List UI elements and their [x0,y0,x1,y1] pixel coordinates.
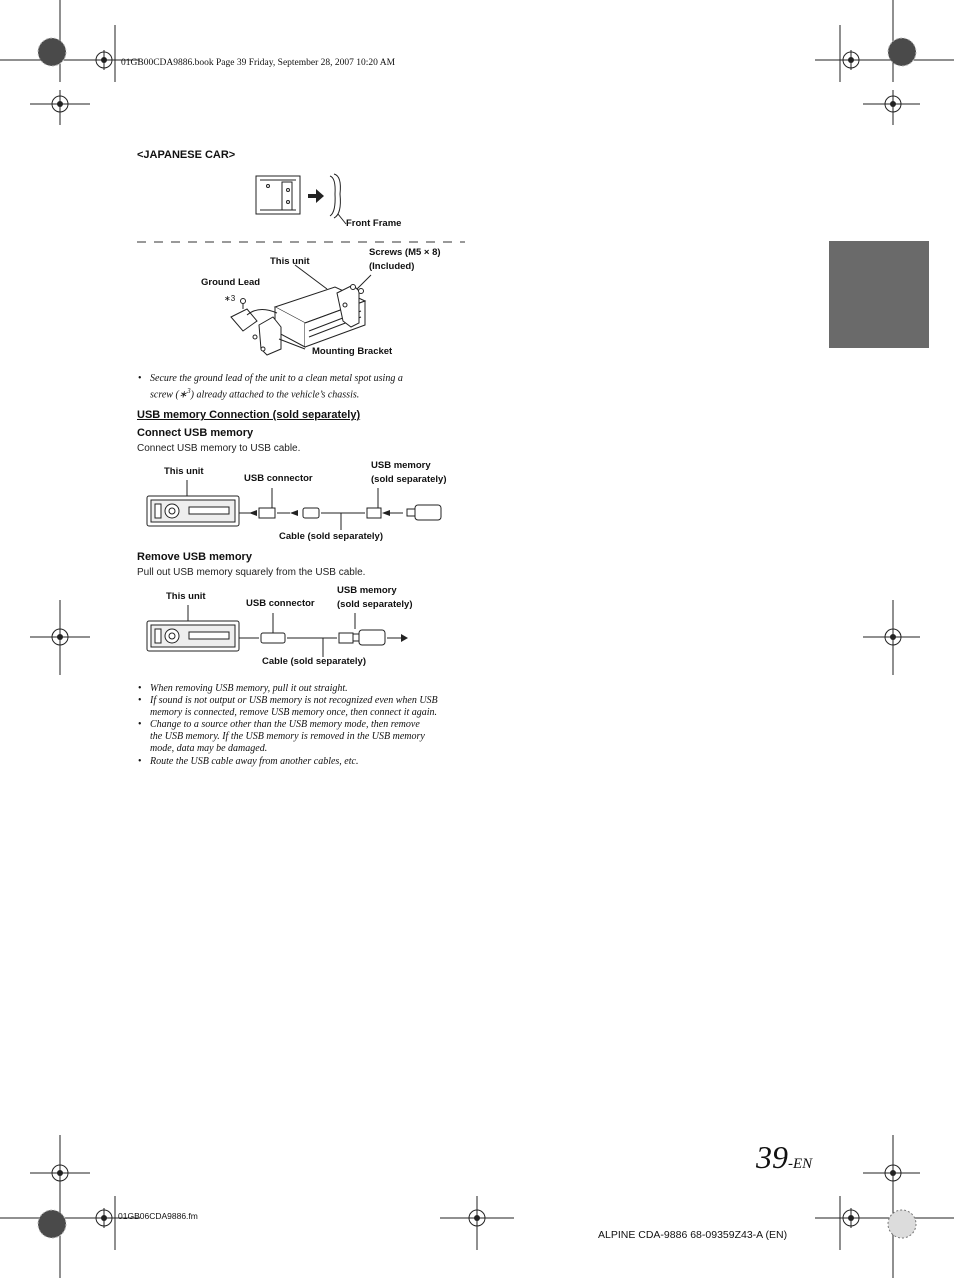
footer-model-code: ALPINE CDA-9886 68-09359Z43-A (EN) [598,1229,788,1241]
note-bullet: • [138,719,142,730]
remove-cable-label: Cable (sold separately) [262,656,367,667]
page-number-suffix: -EN [788,1156,813,1172]
usb-section-title: USB memory Connection (sold separately) [137,409,361,421]
remove-sold-separately-label: (sold separately) [337,599,413,610]
usb-note-1-line1: When removing USB memory, pull it out straight. [150,683,348,694]
remove-usb-memory-label: USB memory [337,585,397,596]
file-info-header: 01GB00CDA9886.book Page 39 Friday, September 28, 2007 10:20 AM [121,58,396,68]
connect-usb-text: Connect USB memory to USB cable. [137,443,301,454]
remove-usb-heading: Remove USB memory [137,551,252,563]
mounting-bracket-label: Mounting Bracket [312,346,393,357]
remove-usb-connector-label: USB connector [246,598,315,609]
ground-lead-note-line1: Secure the ground lead of the unit to a clean metal spot using a [150,373,403,384]
note-bullet: • [138,695,142,706]
connect-usb-connector-label: USB connector [244,473,313,484]
connect-usb-memory-label: USB memory [371,460,431,471]
this-unit-label-mount: This unit [270,256,310,267]
usb-note-3-line1: Change to a source other than the USB memory mode, then remove [150,719,420,730]
remove-usb-text: Pull out USB memory squarely from the USB cable. [137,567,366,578]
section-thumb-tab [829,241,929,348]
dashed-separator [137,240,467,244]
note-bullet: • [138,683,142,694]
usb-note-3-line2: the USB memory. If the USB memory is removed in the USB memory [150,731,425,742]
ground-lead-note-line2: screw (∗$^3$) already attached to the vehicle’s chassis. [150,387,360,401]
usb-note-3-line3: mode, data may be damaged. [150,743,268,754]
page-number: 39-EN [756,1139,813,1175]
front-frame-illustration [250,170,360,230]
remove-this-unit-label: This unit [166,591,206,602]
note-bullet: • [138,756,142,767]
usb-note-2-line2: memory is connected, remove USB memory once, then connect it again. [150,707,438,718]
screws-included-label: (Included) [369,261,415,272]
note-bullet: • [138,373,142,384]
ground-lead-label: Ground Lead [201,277,261,288]
usb-note-4-line1: Route the USB cable away from another cables, etc. [150,756,359,767]
japanese-car-heading: <JAPANESE CAR> [137,149,236,161]
connect-sold-separately-label: (sold separately) [371,474,447,485]
front-frame-label: Front Frame [346,218,402,229]
usb-note-2-line1: If sound is not output or USB memory is not recognized even when USB [150,695,438,706]
connect-usb-heading: Connect USB memory [137,427,254,439]
screws-label: Screws (M5 × 8) [369,247,441,258]
connect-cable-label: Cable (sold separately) [279,531,384,542]
footer-filename: 01GB06CDA9886.fm [118,1211,198,1221]
ref-mark-3: ∗3 [224,294,236,303]
connect-this-unit-label: This unit [164,466,204,477]
connect-usb-diagram [145,480,450,530]
remove-usb-diagram [145,605,415,655]
